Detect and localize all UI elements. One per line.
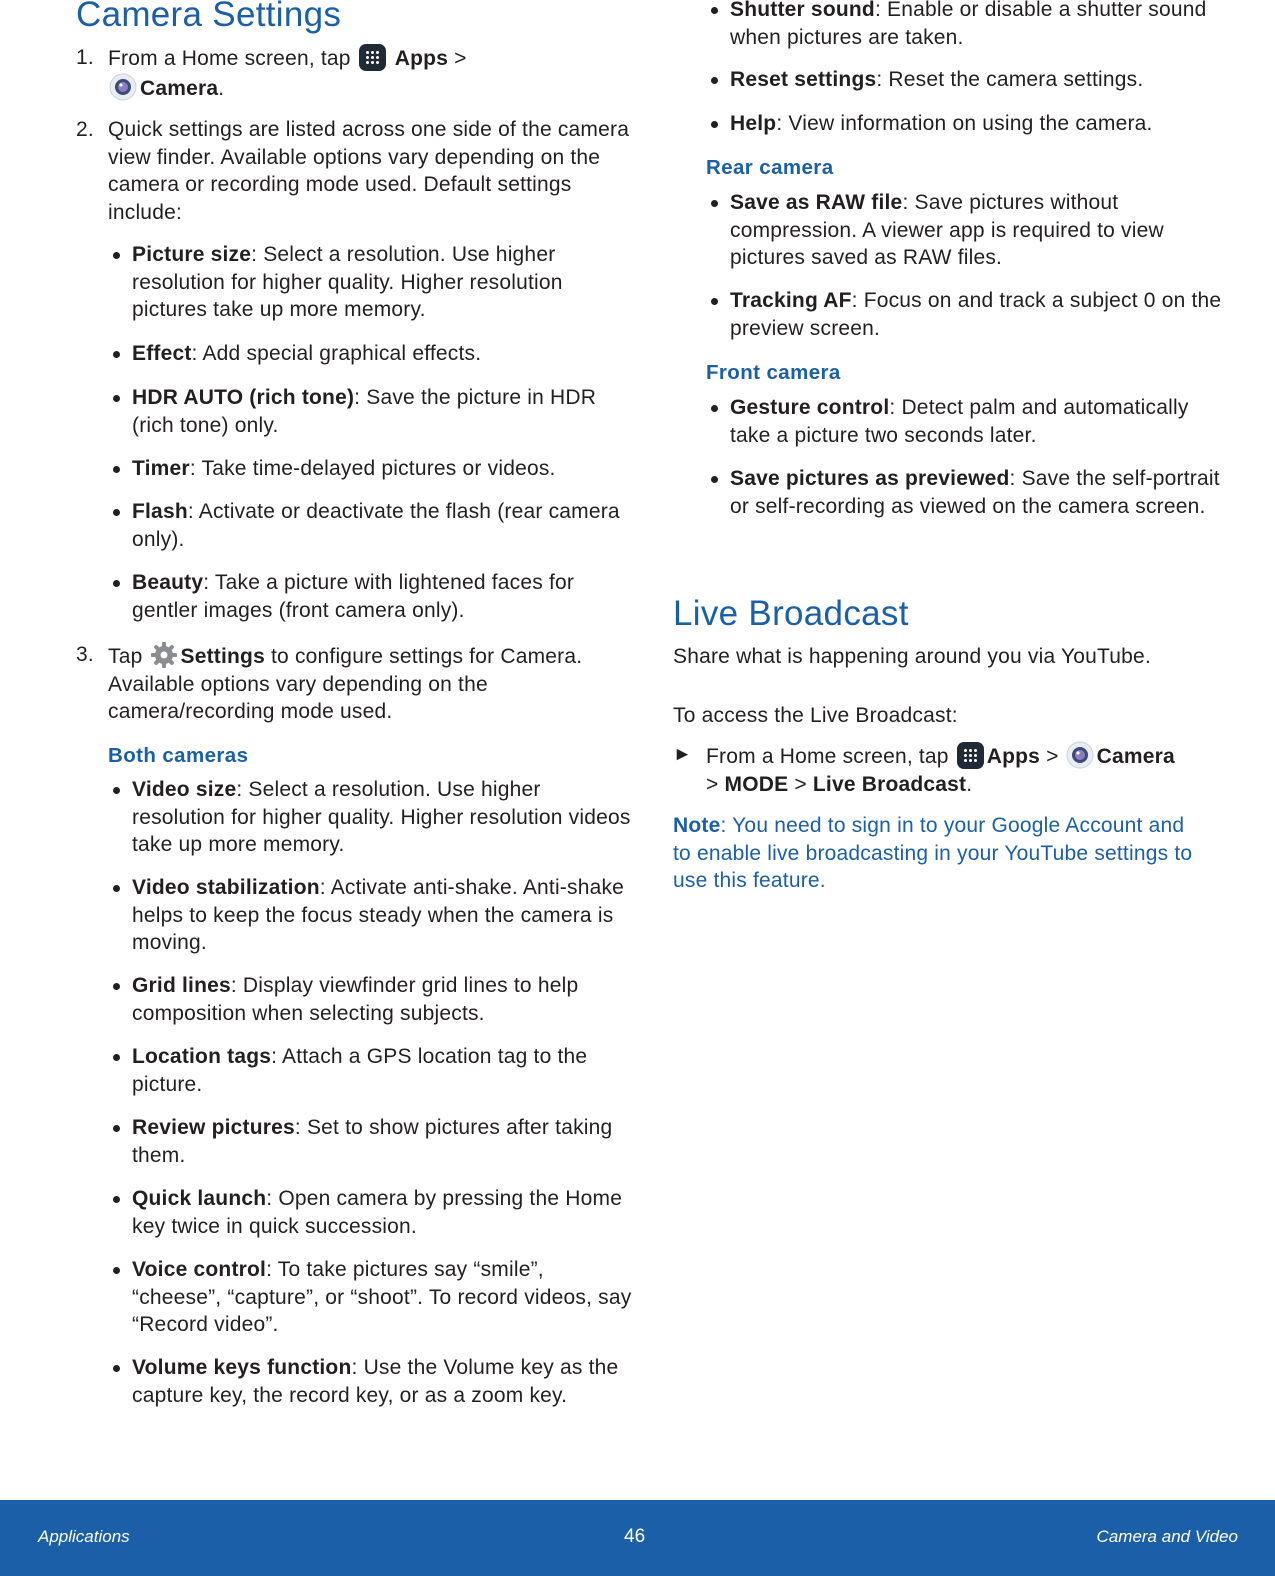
both-cameras-heading: Both cameras — [108, 744, 249, 767]
list-item: Grid lines: Display viewfinder grid lines to help composition when selecting subjects. — [108, 972, 632, 1027]
list-item: HDR AUTO (rich tone): Save the picture in HDR (rich tone) only. — [108, 384, 632, 439]
list-item: Reset settings: Reset the camera settings. — [706, 66, 1235, 94]
note-text: : You need to sign in to your Google Account and to enable live broadcasting in your YouTube settings to use this feature. — [673, 814, 1193, 892]
list-item: Location tags: Attach a GPS location tag to the picture. — [108, 1043, 632, 1098]
list-item: Review pictures: Set to show pictures after taking them. — [108, 1114, 632, 1169]
list-item: Tracking AF: Focus on and track a subject 0 on the preview screen. — [706, 287, 1235, 342]
apps-label: Apps — [394, 47, 449, 70]
camera-settings-title: Camera Settings — [76, 0, 342, 34]
list-item: Shutter sound: Enable or disable a shutter sound when pictures are taken. — [706, 0, 1235, 51]
list-item: Effect: Add special graphical effects. — [108, 340, 632, 368]
footer-section: Camera and Video — [1096, 1527, 1238, 1546]
page-footer — [0, 1500, 1275, 1576]
note — [673, 812, 1201, 895]
page-number: 46 — [624, 1526, 646, 1547]
list-item: Flash: Activate or deactivate the flash (rear camera only). — [108, 498, 632, 553]
step-number: 3. — [76, 643, 94, 666]
front-camera-heading: Front camera — [706, 361, 841, 384]
settings-label: Settings — [180, 645, 265, 668]
list-item: Gesture control: Detect palm and automatically take a picture two seconds later. — [706, 394, 1235, 449]
apps-icon — [359, 44, 386, 71]
list-item: Video size: Select a resolution. Use higher resolution for higher quality. Higher resolution videos take up more memory. — [108, 776, 632, 859]
list-item: Volume keys function: Use the Volume key as the capture key, the record key, or as a zoom key. — [108, 1354, 632, 1409]
footer-chapter: Applications — [38, 1527, 130, 1546]
list-item: Help: View information on using the camera. — [706, 110, 1235, 138]
list-item: Save pictures as previewed: Save the self-portrait or self-recording as viewed on the camera screen. — [706, 465, 1235, 520]
live-broadcast-path: ► From a Home screen, tap Apps > Camera > MODE > Live Broadcast. — [673, 741, 1231, 798]
list-item: Quick launch: Open camera by pressing the Home key twice in quick succession. — [108, 1185, 632, 1240]
step-number: 1. — [76, 46, 94, 69]
list-item: Beauty: Take a picture with lightened faces for gentler images (front camera only). — [108, 569, 632, 624]
list-item: Video stabilization: Activate anti-shake. Anti-shake helps to keep the focus steady when the camera is moving. — [108, 874, 632, 957]
apps-icon — [957, 742, 984, 769]
step-3: 3. Tap Settings to configure settings for Camera. Available options vary depending on the camera/recording mode used. — [76, 643, 583, 723]
live-broadcast-title: Live Broadcast — [673, 594, 909, 633]
camera-icon — [1066, 741, 1094, 769]
live-broadcast-intro: Share what is happening around you via YouTube. — [673, 645, 1151, 668]
note-label: Note — [673, 814, 721, 837]
live-broadcast-access: To access the Live Broadcast: — [673, 704, 958, 727]
step-2 — [76, 116, 638, 226]
rear-camera-heading: Rear camera — [706, 156, 834, 179]
step-number: 2. — [76, 118, 94, 141]
list-item: Timer: Take time-delayed pictures or videos. — [108, 455, 632, 483]
list-item: Save as RAW file: Save pictures without compression. A viewer app is required to view pictures saved as RAW files. — [706, 189, 1235, 272]
settings-gear-icon — [150, 641, 178, 669]
camera-label: Camera — [140, 76, 219, 100]
arrow-right-icon: ► — [673, 744, 693, 765]
camera-icon — [109, 73, 137, 101]
step-1: 1. From a Home screen, tap Apps > Camera. — [76, 46, 467, 100]
step-2-text: Quick settings are listed across one side of the camera view finder. Available options vary depending on the camera or recording mode used. Default settings include: — [108, 118, 630, 224]
list-item: Voice control: To take pictures say “smile”, “cheese”, “capture”, or “shoot”. To record videos, say “Record video”. — [108, 1256, 632, 1339]
list-item: Picture size: Select a resolution. Use higher resolution for higher quality. Higher resolution pictures take up more memory. — [108, 241, 632, 324]
